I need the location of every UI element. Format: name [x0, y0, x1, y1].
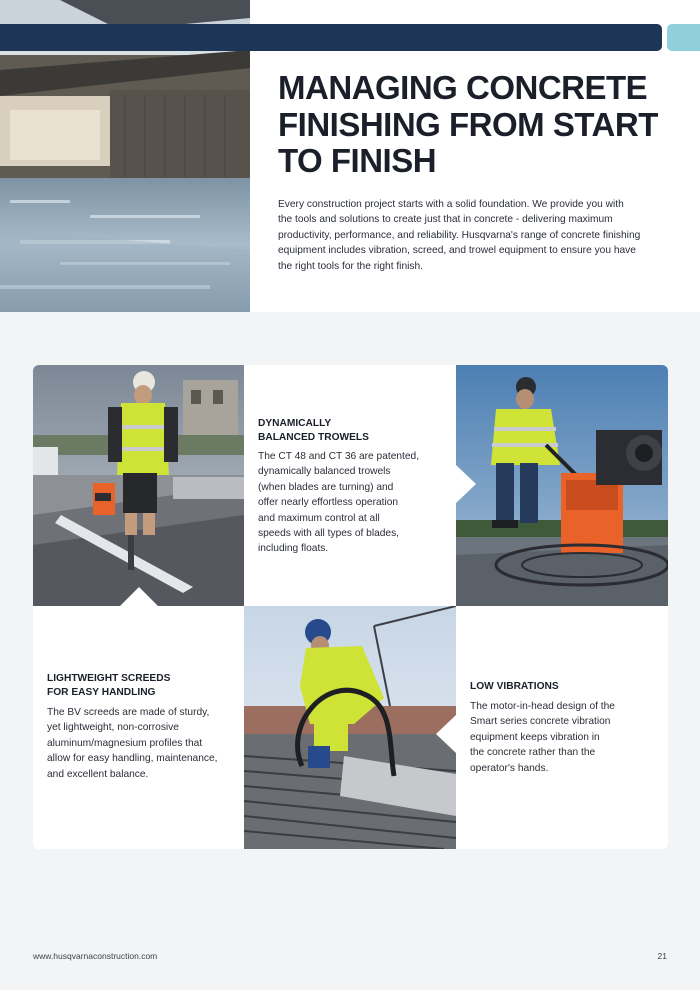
feature-body — [47, 705, 217, 782]
feature-title — [258, 417, 369, 445]
intro-line: productivity, performance, and reliability. Husqvarna's range of concrete finishing — [278, 229, 641, 241]
feature-title — [47, 672, 170, 700]
intro-line: the right tools for the right finish. — [278, 260, 423, 272]
intro-paragraph — [278, 197, 650, 274]
title-line: TO FINISH — [278, 142, 437, 179]
intro-line: Every construction project starts with a solid foundation. We provide you with — [278, 199, 624, 210]
intro-line: the tools and solutions to create just that in concrete - delivering maximum — [278, 214, 613, 226]
feature-body-line: The motor-in-head design of the — [470, 701, 615, 712]
feature-body — [258, 449, 419, 557]
feature-body-line: speeds with all types of blades, — [258, 528, 400, 540]
feature-vibrations — [456, 606, 668, 849]
pointer-left-icon — [436, 715, 456, 753]
title-line: FINISHING FROM START — [278, 105, 658, 143]
pointer-up-icon — [119, 587, 159, 607]
feature-trowels — [244, 365, 456, 606]
header-accent-tab — [667, 24, 700, 51]
feature-body-line: aluminum/magnesium profiles that — [47, 737, 203, 749]
feature-body-line: The BV screeds are made of sturdy, — [47, 707, 210, 718]
feature-body-line: offer nearly effortless operation — [258, 497, 399, 509]
intro-line: equipment includes vibration, screed, and trowel equipment to ensure you have — [278, 245, 636, 257]
feature-grid — [33, 365, 668, 849]
header-bar — [0, 24, 662, 51]
feature-title-line: FOR EASY HANDLING — [47, 687, 156, 698]
pointer-right-icon — [456, 465, 476, 503]
feature-title-line: DYNAMICALLY — [258, 418, 332, 429]
feature-body-line: dynamically balanced trowels — [258, 466, 391, 478]
feature-title-line: LIGHTWEIGHT SCREEDS — [47, 673, 171, 684]
power-trowel-photo — [456, 365, 668, 606]
feature-body-line: and excellent balance. — [47, 768, 149, 780]
feature-body-line: Smart series concrete vibration — [470, 716, 611, 728]
page-title — [278, 70, 678, 180]
feature-body-line: the concrete rather than the — [470, 747, 596, 759]
footer-url[interactable]: www.husqvarnaconstruction.com — [33, 951, 158, 961]
title-line: MANAGING CONCRETE — [278, 69, 648, 106]
feature-screeds — [33, 606, 244, 849]
feature-body-line: allow for easy handling, maintenance, — [47, 753, 218, 765]
feature-body-line: operator's hands. — [470, 762, 549, 774]
feature-body-line: yet lightweight, non-corrosive — [47, 722, 179, 734]
feature-body-line: including floats. — [258, 543, 329, 555]
feature-title-line: LOW VIBRATIONS — [470, 681, 559, 692]
screed-worker-photo — [33, 365, 244, 606]
feature-title-line: BALANCED TROWELS — [258, 432, 369, 443]
feature-title — [470, 680, 559, 694]
page-number: 21 — [657, 951, 667, 961]
feature-body-line: equipment keeps vibration in — [470, 731, 600, 743]
feature-body-line: and maximum control at all — [258, 512, 380, 524]
feature-body-line: The CT 48 and CT 36 are patented, — [258, 451, 420, 462]
feature-body-line: (when blades are turning) and — [258, 481, 394, 493]
feature-body — [470, 699, 615, 776]
vibrator-worker-photo — [244, 606, 456, 849]
